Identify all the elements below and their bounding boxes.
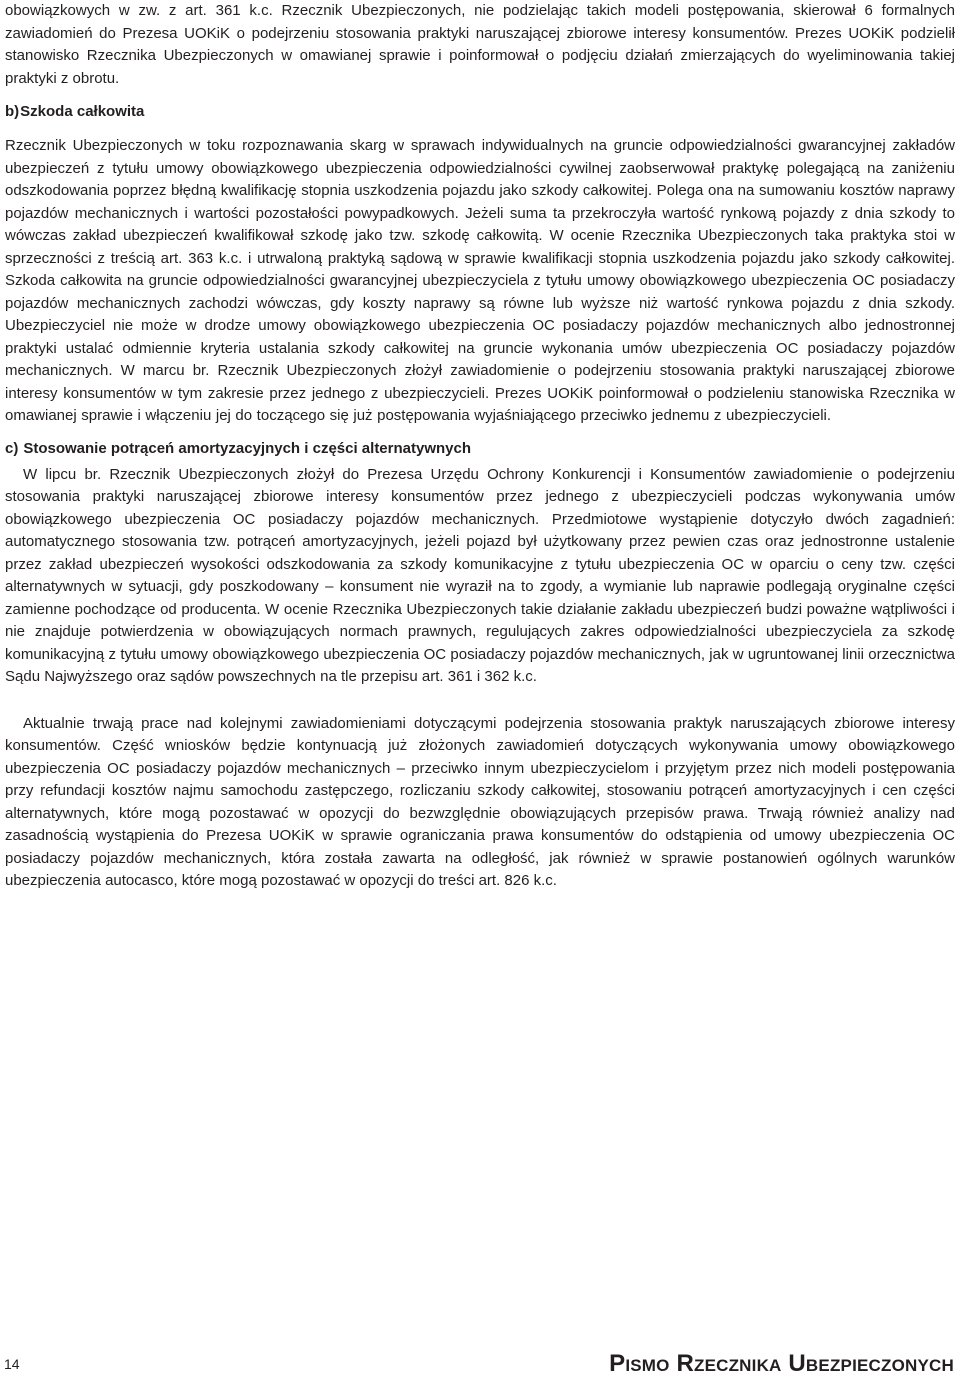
closing-paragraph: Aktualnie trwają prace nad kolejnymi zawiadomieniami dotyczącymi podejrzenia stosowania praktyk naruszających zbiorowe interesy konsumentów. Część wniosków będzie kontynuacją już złożonych zawiadomień dotyczących wykonywania umowy obowiązkowego ubezpieczenia OC posiadaczy pojazdów mechanicznych – przeciwko innym ubezpieczycielom i przyjętym przez nich modeli postępowania przy refundacji kosztów najmu samochodu zastępczego, rozliczaniu szkody całkowitej, stosowaniu potrąceń amortyzacyjnych i cen części alternatywnych, które mogą pozostawać w opozycji do bezwzględnie obowiązujących przepisów prawa. Trwają również analizy nad zasadnością wystąpienia do Prezesa UOKiK w sprawie ograniczania prawa konsumentów do odstąpienia od umowy ubezpieczenia OC posiadaczy pojazdów mechanicznych, która została zawarta na odległość, jak również w sprawie postanowień ogólnych warunków ubezpieczenia autocasco, które mogą pozostawać w opozycji do treści art. 826 k.c. [5, 714, 955, 889]
section-c-body: W lipcu br. Rzecznik Ubezpieczonych złożył do Prezesa Urzędu Ochrony Konkurencji i Konsumentów zawiadomienie o podejrzeniu stosowania praktyki naruszającej zbiorowe interesy konsumentów przez jednego z ubezpieczycieli podczas wykonywania umów obowiązkowego ubezpieczenia OC posiadaczy pojazdów mechanicznych. Przedmiotowe wystąpienie dotyczyło dwóch zagadnień: automatycznego stosowania tzw. potrąceń amortyzacyjnych, jeżeli pojazd był użytkowany przez pewien czas oraz jednostronne ustalenie przez zakład ubezpieczeń wysokości odszkodowania za szkody komunikacyjne z tytułu ubezpieczenia OC w oparciu o ceny tzw. części alternatywnych w sytuacji, gdy poszkodowany – konsument nie wyraził na to zgody, a wymianie lub naprawie podlegają oryginalne części zamienne pochodzące od producenta. W ocenie Rzecznika Ubezpieczonych takie działanie zakładu ubezpieczeń budzi poważne wątpliwości i nie znajduje potwierdzenia w obowiązujących normach prawnych, regulujących zakres odpowiedzialności ubezpieczyciela za szkodę komunikacyjną z tytułu umowy obowiązkowego ubezpieczenia OC posiadaczy pojazdów mechanicznych, jak w ugruntowanej linii orzecznictwa Sądu Najwyższego oraz sądów powszechnych na tle przepisu art. 361 i 362 k.c. [5, 465, 955, 685]
section-b-marker: b) [5, 103, 20, 120]
section-b-title: Szkoda całkowita [20, 103, 145, 120]
page-number: 14 [4, 1356, 20, 1372]
paragraph-gap [5, 689, 955, 713]
publication-title: Pismo Rzecznika Ubezpieczonych [609, 1350, 954, 1377]
section-b-heading [5, 101, 955, 123]
section-c-heading [5, 438, 955, 460]
section-b-body: Rzecznik Ubezpieczonych w toku rozpoznawania skarg w sprawach indywidualnych na gruncie odpowiedzialności gwarancyjnej zakładów ubezpieczeń z tytułu umowy obowiązkowego ubezpieczenia odpowiedzialności cywilnej zaobserwował praktykę polegającą na zaniżeniu odszkodowania poprzez błędną kwalifikację stopnia uszkodzenia pojazdu jako szkody całkowitej. Polega ona na sumowaniu kosztów naprawy pojazdów mechanicznych i wartości pozostałości powypadkowych. Jeżeli suma ta przekroczyła wartość rynkową pojazdy z dnia szkody to wówczas zakład ubezpieczeń kwalifikował szkodę jako tzw. szkodę całkowitą. W ocenie Rzecznika Ubezpieczonych taka praktyka stoi w sprzeczności z treścią art. 363 k.c. i utrwaloną praktyką sądową w sprawie kwalifikacji stopnia uszkodzenia pojazdu jako szkody całkowitej. Szkoda całkowita na gruncie odpowiedzialności gwarancyjnej ubezpieczyciela z tytułu umowy obowiązkowego ubezpieczenia OC posiadaczy pojazdów mechanicznych zachodzi wówczas, gdy koszty naprawy są równe lub wyższe niż wartość rynkowa pojazdu z dnia szkody. Ubezpieczyciel nie może w drodze umowy obowiązkowego ubezpieczenia OC posiadaczy pojazdów mechanicznych albo jednostronnej praktyki ustalać odmiennie kryteria ustalania szkody całkowitej na gruncie wykonania umów ubezpieczenia OC posiadaczy pojazdów mechanicznych. W marcu br. Rzecznik Ubezpieczonych złożył zawiadomienie o podejrzeniu stosowania praktyki naruszającej zbiorowe interesy konsumentów w tym zakresie przez jednego z ubezpieczycieli. Prezes UOKiK poinformował o podzieleniu stanowiska Rzecznika w omawianej sprawie i włączeniu jej do toczącego się już postępowania wyjaśniającego przeciwko jednemu z ubezpieczycieli. [5, 137, 955, 424]
document-page [5, 0, 955, 893]
intro-paragraph: obowiązkowych w zw. z art. 361 k.c. Rzecznik Ubezpieczonych, nie podzielając takich modeli postępowania, skierował 6 formalnych zawiadomień do Prezesa UOKiK o podejrzeniu stosowania praktyki naruszającej zbiorowe interesy konsumentów. Prezes UOKiK podzielił stanowisko Rzecznika Ubezpieczonych w omawianej sprawie i poinformował o podjęciu działań zmierzających do wyeliminowania takiej praktyki z obrotu. [5, 2, 955, 87]
section-c-marker: c) [5, 439, 19, 457]
section-c-title: Stosowanie potrąceń amortyzacyjnych i części alternatywnych [23, 439, 472, 457]
